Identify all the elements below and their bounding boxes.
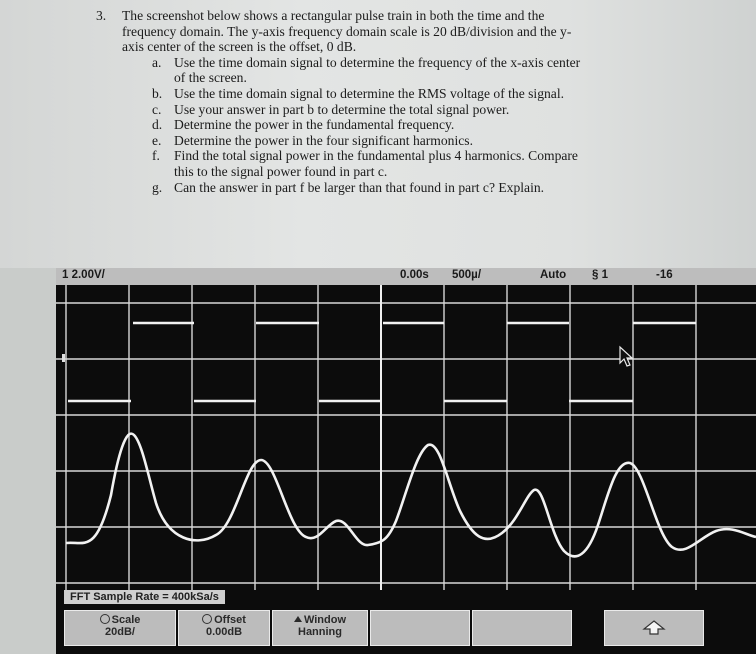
menu-up-arrow-icon: [642, 620, 666, 636]
blank-softkey-4[interactable]: [370, 610, 470, 646]
part-label: a.: [152, 54, 162, 70]
softkey-value: 0.00dB: [205, 626, 243, 638]
oscilloscope-screen: [56, 268, 756, 654]
up-arrow-icon: [294, 616, 302, 622]
scale-softkey[interactable]: [64, 610, 176, 646]
time-offset: 0.00s: [400, 269, 429, 281]
part-line: Determine the power in the four significant harmonics.: [174, 132, 473, 148]
question-intro: [96, 8, 696, 55]
part-label: b.: [152, 85, 163, 101]
intro-line: frequency domain. The y-axis frequency domain scale is 20 dB/division and the y-: [122, 23, 572, 39]
part-line: this to the signal power found in part c.: [174, 163, 388, 179]
part-line: of the screen.: [174, 70, 247, 86]
part-label: c.: [152, 101, 162, 117]
trigger-slope: § 1: [592, 269, 608, 281]
part-line: Use the time domain signal to determine the frequency of the x-axis center: [174, 54, 581, 70]
part-label: g.: [152, 179, 163, 195]
trigger-mode: Auto: [540, 269, 567, 281]
waveform-display: [56, 285, 756, 590]
part-d: [152, 117, 696, 133]
intro-line: axis center of the screen is the offset, 0 dB.: [122, 39, 357, 55]
question-parts: [96, 55, 696, 195]
part-a: [152, 55, 696, 86]
intro-line: The screenshot below shows a rectangular pulse train in both the time and the: [122, 8, 545, 23]
window-softkey[interactable]: [272, 610, 368, 646]
blank-softkey-5[interactable]: [472, 610, 572, 646]
part-c: [152, 102, 696, 118]
part-label: e.: [152, 132, 162, 148]
part-line: Use the time domain signal to determine the RMS voltage of the signal.: [174, 85, 564, 101]
mouse-cursor-icon: [620, 347, 632, 366]
softkey-title: Offset: [214, 614, 246, 626]
frequency-domain-trace: [66, 434, 756, 557]
question-3: [96, 8, 696, 195]
ground-marker: [62, 354, 65, 362]
trigger-level: -16: [656, 269, 673, 281]
knob-icon: [100, 614, 110, 624]
measurement-line: FFT Sample Rate = 400kSa/s: [64, 590, 225, 604]
part-b: [152, 86, 696, 102]
softkey-value: Hanning: [298, 626, 342, 638]
status-bar: [56, 268, 756, 285]
part-line: Can the answer in part f be larger than that found in part c? Explain.: [174, 179, 545, 195]
softkey-value: 20dB/: [105, 626, 135, 638]
worksheet-page: [0, 0, 756, 268]
part-line: Use your answer in part b to determine the total signal power.: [174, 101, 510, 117]
softkey-title: Window: [303, 614, 347, 626]
part-e: [152, 133, 696, 149]
softkey-menu: [56, 606, 756, 654]
part-label: f.: [152, 148, 160, 164]
question-number: 3.: [96, 8, 107, 23]
part-g: [152, 180, 696, 196]
channel-scale: 1 2.00V/: [62, 269, 105, 281]
time-scale: 500µ/: [452, 269, 482, 281]
graticule: [56, 285, 756, 590]
part-line: Determine the power in the fundamental frequency.: [174, 117, 455, 133]
part-line: Find the total signal power in the fundamental plus 4 harmonics. Compare: [174, 148, 578, 164]
knob-icon: [202, 614, 212, 624]
offset-softkey[interactable]: [178, 610, 270, 646]
part-f: [152, 148, 696, 179]
menu-up-softkey[interactable]: [604, 610, 704, 646]
softkey-title: Scale: [111, 614, 141, 626]
part-label: d.: [152, 117, 163, 133]
